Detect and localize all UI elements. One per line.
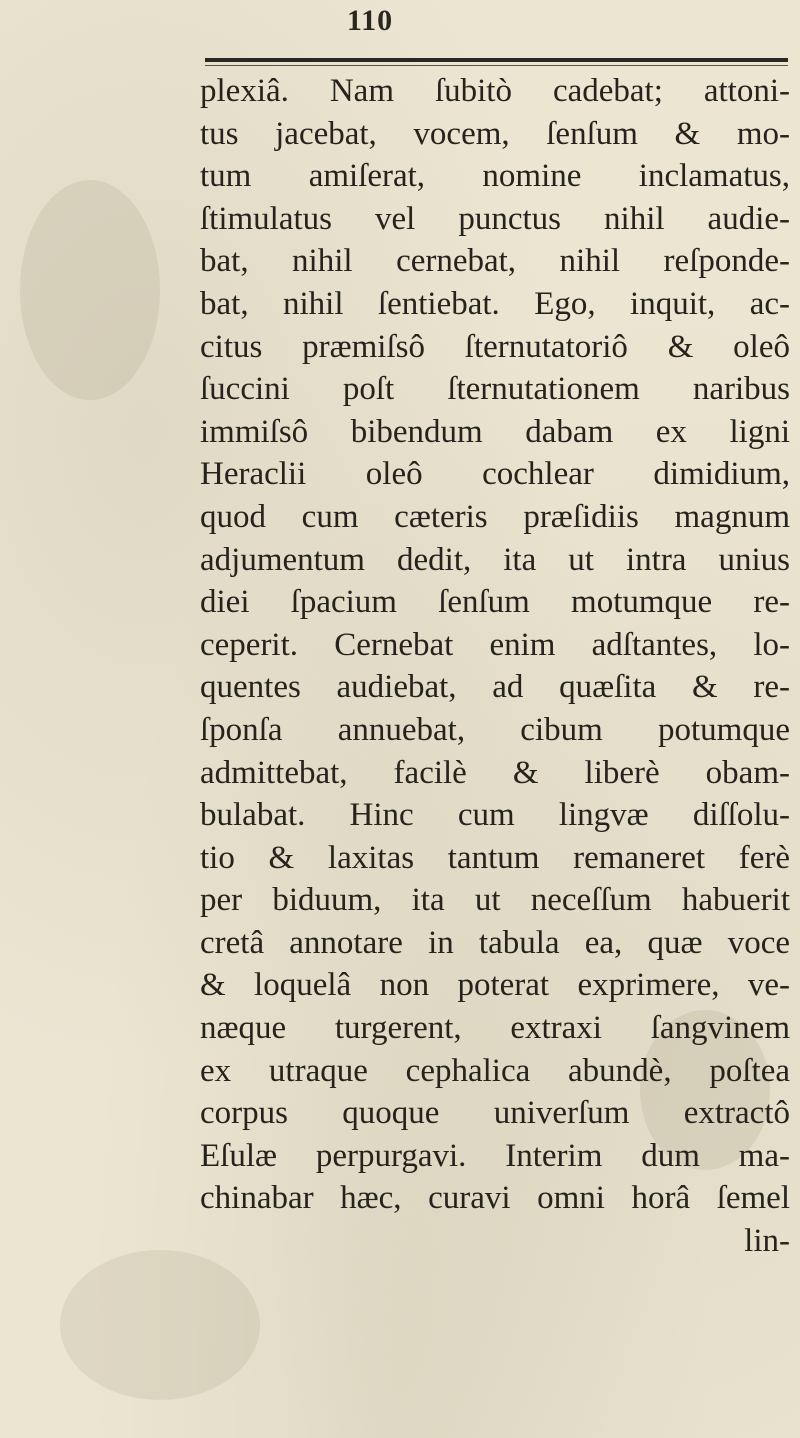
- text-line: Eſulæ perpurgavi. Interim dum ma-: [200, 1137, 790, 1174]
- text-line: bat, nihil cernebat, nihil reſponde-: [200, 243, 790, 280]
- text-line: plexiâ. Nam ſubitò cadebat; attoni-: [200, 73, 790, 109]
- body-text: [200, 70, 790, 1263]
- text-line: corpus quoque univerſum extractô: [200, 1095, 790, 1132]
- text-line: bulabat. Hinc cum lingvæ diſſolu-: [200, 797, 790, 834]
- text-line: admittebat, facilè & liberè obam-: [200, 754, 790, 791]
- text-line: adjumentum dedit, ita ut intra unius: [200, 541, 790, 578]
- text-line: bat, nihil ſentiebat. Ego, inquit, ac-: [200, 285, 790, 322]
- header-rule: [205, 58, 788, 62]
- paper-stain: [60, 1250, 260, 1400]
- text-line: næque turgerent, extraxi ſangvinem: [200, 1010, 790, 1047]
- text-line: ſponſa annuebat, cibum potumque: [200, 711, 790, 748]
- text-line: tus jacebat, vocem, ſenſum & mo-: [200, 115, 790, 152]
- text-line: tio & laxitas tantum remaneret ferè: [200, 839, 790, 876]
- paper-stain: [20, 180, 160, 400]
- page-number: 110: [346, 4, 394, 37]
- text-line: citus præmiſsô ſternutatoriô & oleô: [200, 328, 790, 365]
- text-line: cretâ annotare in tabula ea, quæ voce: [200, 924, 790, 961]
- text-line: ex utraque cephalica abundè, poſtea: [200, 1052, 790, 1089]
- text-line: per biduum, ita ut neceſſum habuerit: [200, 882, 790, 919]
- text-line: Heraclii oleô cochlear dimidium,: [200, 456, 790, 493]
- text-line: ceperit. Cernebat enim adſtantes, lo-: [200, 626, 790, 663]
- text-line: ſuccini poſt ſternutationem naribus: [200, 371, 790, 408]
- text-line: immiſsô bibendum dabam ex ligni: [200, 413, 790, 450]
- catchword: lin-: [744, 1223, 790, 1260]
- text-line: chinabar hæc, curavi omni horâ ſemel: [200, 1180, 790, 1217]
- text-line: quod cum cæteris præſidiis magnum: [200, 498, 790, 535]
- text-line: diei ſpacium ſenſum motumque re-: [200, 584, 790, 621]
- text-line: tum amiſerat, nomine inclamatus,: [200, 158, 790, 195]
- text-line: & loquelâ non poterat exprimere, ve-: [200, 967, 790, 1004]
- text-line: ſtimulatus vel punctus nihil audie-: [200, 200, 790, 237]
- text-line: quentes audiebat, ad quæſita & re-: [200, 669, 790, 706]
